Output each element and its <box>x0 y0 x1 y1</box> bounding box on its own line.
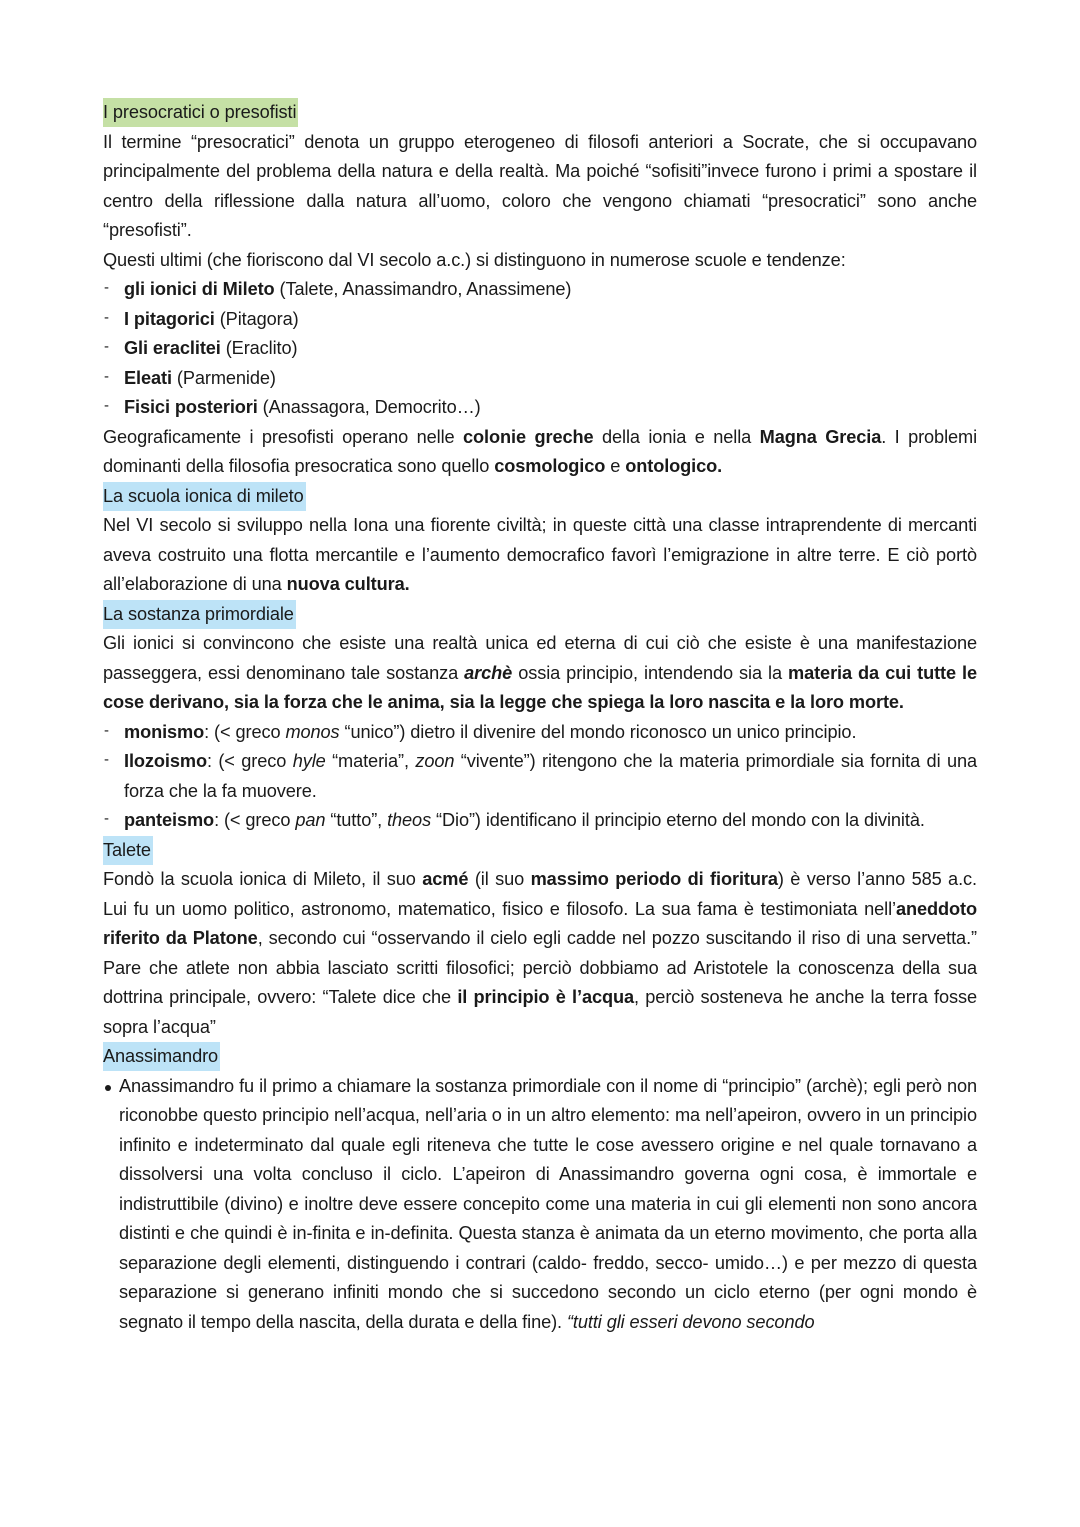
section-presocratici <box>103 98 977 482</box>
school-name: Gli eraclitei <box>124 338 221 358</box>
paragraph <box>103 511 977 600</box>
bold-text: nuova cultura. <box>286 574 410 594</box>
document-page <box>103 98 977 1337</box>
greek-word: zoon <box>415 751 455 771</box>
school-name: I pitagorici <box>124 308 215 329</box>
text: e <box>605 456 626 476</box>
list-item <box>103 718 977 748</box>
text: Nel VI secolo si sviluppo nella Iona una fiorente civiltà; in queste città una classe intraprendente di mercanti aveva costruito una flotta mercantile e l’aumento democrafico favorì l’emigrazione in altre terre. E ciò portò all’elaborazione di una <box>103 515 977 594</box>
list-item <box>103 275 977 305</box>
text: “vivente”) ritengono che la materia primordiale sia fornita di una forza che la fa muovere. <box>124 751 977 801</box>
paragraph-intro: Il termine “presocratici” denota un gruppo eterogeneo di filosofi anteriori a Socrate, che si occupavano principalmente del problema della natura e della realtà. Ma poiché “sofisiti”invece furono i primi a spostare il centro della riflessione dalla natura all’uomo, coloro che vengono chiamati “presocratici” sono anche “presofisti”. <box>103 131 977 240</box>
text: (il suo <box>468 869 531 889</box>
text: “tutto”, <box>325 810 388 830</box>
terms-list <box>103 718 977 836</box>
text: Fondò la scuola ionica di Mileto, il suo <box>103 869 423 889</box>
section-heading: Talete <box>103 836 153 865</box>
bold-text: colonie greche <box>463 426 594 447</box>
school-name: gli ionici di Mileto <box>124 279 275 299</box>
term: monismo <box>124 721 205 742</box>
greek-word: theos <box>387 810 432 830</box>
school-members: (Talete, Anassimandro, Anassimene) <box>274 279 572 299</box>
schools-list <box>103 275 977 423</box>
bold-italic-text: archè <box>464 662 513 683</box>
section-sostanza-primordiale <box>103 600 977 836</box>
bold-text: acmé <box>422 869 469 889</box>
italic-quote: “tutti gli esseri devono secondo <box>566 1311 815 1332</box>
text: Gli ionici si convincono che esiste una realtà unica ed eterna di cui ciò che esiste è una manifestazione passeggera, essi denominano tale sostanza <box>103 633 977 683</box>
text: : (< greco <box>214 810 296 830</box>
text: Geograficamente i presofisti operano nelle <box>103 426 464 447</box>
school-members: (Anassagora, Democrito…) <box>257 397 481 417</box>
bold-text: massimo periodo di fioritura <box>530 869 778 889</box>
school-members: (Pitagora) <box>214 308 299 329</box>
text: ) è verso l’anno 585 a.c. Lui fu un uomo politico, astronomo, matematico, fisico e filosofo. La sua fama è testimoniata nell’ <box>103 869 977 919</box>
section-scuola-ionica <box>103 482 977 600</box>
text: . I problemi dominanti della filosofia presocratica sono quello <box>103 426 978 476</box>
list-item <box>103 334 977 364</box>
paragraph-list-intro: Questi ultimi (che fioriscono dal VI secolo a.c.) si distinguono in numerose scuole e tendenze: <box>103 249 846 270</box>
text: : (< greco <box>206 751 293 771</box>
school-members: (Eraclito) <box>220 338 298 358</box>
text: Anassimandro fu il primo a chiamare la sostanza primordiale con il nome di “principio” (archè); egli però non riconobbe questo principio nell’acqua, nell’aria o in un altro elemento: ma nell’apeiron, ovvero in un principio infinito e indeterminato dal quale egli riteneva che tutte le cose avessero origine e nel quale tornavano a dissolversi una volta concluso il ciclo. L’apeiron di Anassimandro governa ogni cosa, è immortale e indistruttibile (divino) e inoltre deve essere concepito come una materia in cui gli elementi non sono ancora distinti e che quindi è in-finita e in-definita. Questa stanza è animata da un eterno movimento, che porta alla separazione degli elementi, distinguendo i contrari (caldo- freddo, secco- umido…) e per mezzo di questa separazione si generano infiniti mondo che si succedono secondo un ciclo eterno (per ogni mondo è segnato il tempo della nascita, della durata e della fine). <box>119 1075 977 1332</box>
list-item <box>103 305 977 335</box>
text: , secondo cui “osservando il cielo egli cadde nel pozzo suscitando il riso di una servetta.” Pare che atlete non abbia lasciato scritti filosofici; perciò dobbiamo ad Aristotele la conoscenza della sua dottrina principale, ovvero: “Talete dice che <box>103 928 977 1007</box>
list-item <box>103 1072 977 1338</box>
greek-word: pan <box>295 810 326 830</box>
list-item <box>103 806 977 836</box>
school-members: (Parmenide) <box>171 367 276 388</box>
term: Ilozoismo <box>124 751 207 771</box>
list-item <box>103 364 977 394</box>
text: : (< greco <box>204 721 286 742</box>
greek-word: hyle <box>292 751 326 771</box>
school-name: Eleati <box>124 367 172 388</box>
text: “Dio”) identificano il principio eterno del mondo con la divinità. <box>431 810 925 830</box>
paragraph <box>103 865 977 1042</box>
greek-word: monos <box>285 721 340 742</box>
paragraph-geography <box>103 423 977 482</box>
bold-text: aneddoto riferito da Platone <box>103 898 977 948</box>
section-heading: La scuola ionica di mileto <box>103 482 306 511</box>
paragraph <box>103 629 977 718</box>
bullet-list <box>103 1072 977 1338</box>
text: , perciò sosteneva he anche la terra fosse sopra l’acqua” <box>103 987 977 1037</box>
text: “unico”) dietro il divenire del mondo riconosco un unico principio. <box>339 721 857 742</box>
text: ossia principio, intendendo sia la <box>512 662 789 683</box>
section-talete <box>103 836 977 1043</box>
section-heading: I presocratici o presofisti <box>103 98 298 127</box>
section-heading: La sostanza primordiale <box>103 600 296 629</box>
list-item <box>103 747 977 806</box>
term: panteismo <box>124 810 215 830</box>
bold-text: materia da cui tutte le cose derivano, sia la forza che le anima, sia la legge che spiega la loro nascita e la loro morte. <box>103 662 977 712</box>
bold-text: Magna Grecia <box>759 426 882 447</box>
bold-text: ontologico. <box>625 456 723 476</box>
bold-text: il principio è l’acqua <box>457 987 635 1007</box>
list-item <box>103 393 977 423</box>
school-name: Fisici posteriori <box>124 397 258 417</box>
text: della ionia e nella <box>593 426 760 447</box>
section-anassimandro <box>103 1042 977 1337</box>
bold-text: cosmologico <box>494 456 606 476</box>
text: “materia”, <box>325 751 416 771</box>
section-heading: Anassimandro <box>103 1042 220 1071</box>
